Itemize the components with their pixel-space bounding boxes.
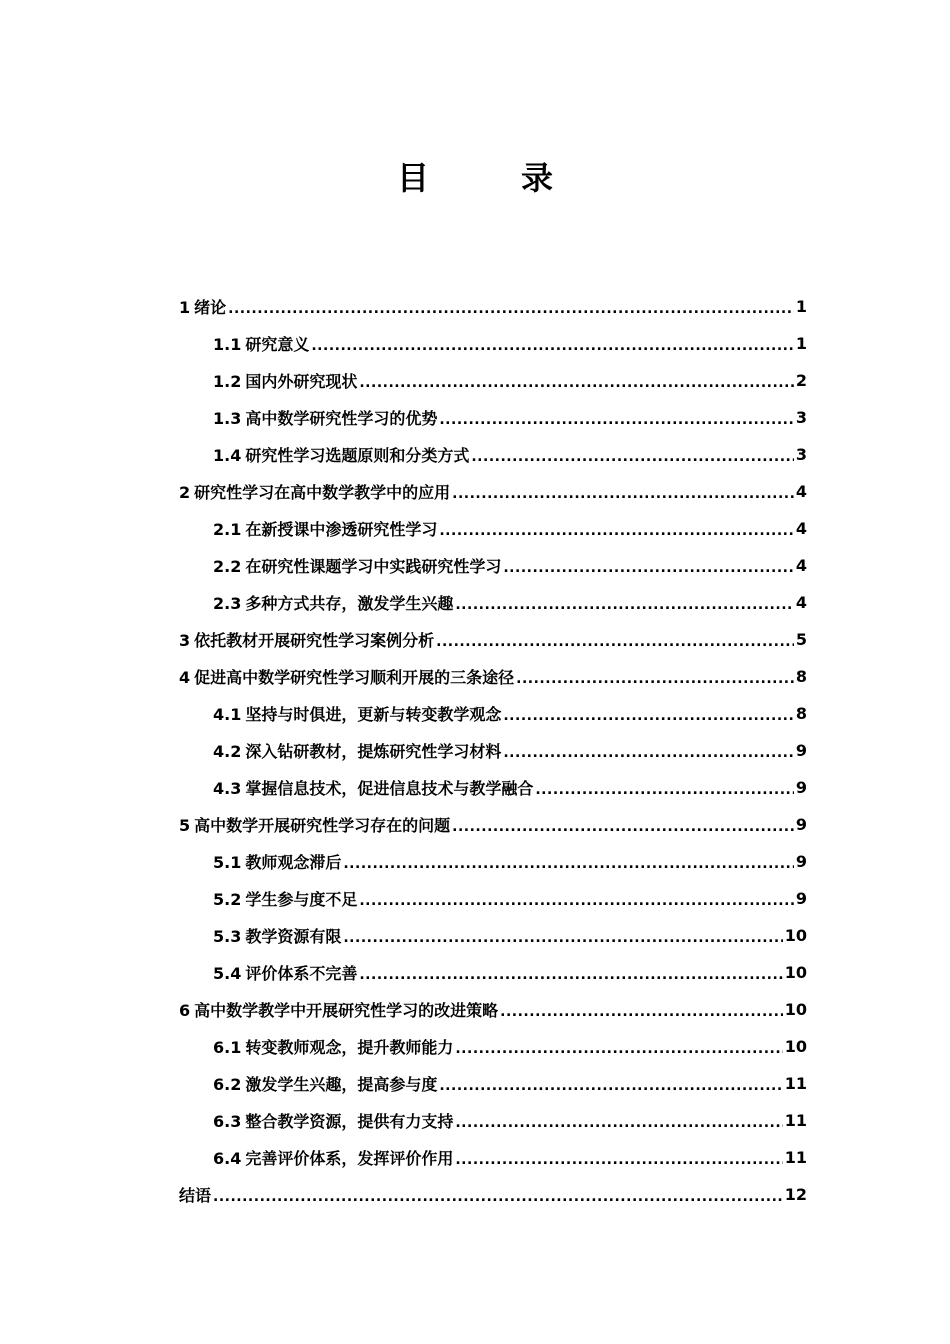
toc-entry-label [213, 961, 357, 984]
toc-dot-leader [455, 1148, 782, 1168]
toc-entry-label [213, 1072, 437, 1095]
toc-page-number: 4 [795, 593, 807, 612]
toc-entry-label [213, 443, 469, 466]
toc-entry-label [213, 332, 309, 355]
toc-entry-text: 多种方式共存，激发学生兴趣 [245, 594, 454, 613]
toc-heading: 目 录 [396, 159, 583, 197]
toc-dot-leader [503, 704, 794, 724]
toc-dot-leader [439, 408, 794, 428]
toc-dot-leader [359, 963, 782, 983]
toc-dot-leader [359, 371, 794, 391]
toc-entry-number: 6.3 [213, 1112, 242, 1131]
toc-entry[interactable] [179, 547, 807, 584]
toc-page-number: 9 [795, 889, 807, 908]
toc-page-number: 3 [795, 408, 807, 427]
toc-entry-number: 1.2 [213, 372, 242, 391]
toc-dot-leader [452, 815, 794, 835]
toc-dot-leader [535, 778, 794, 798]
toc-entry-text: 研究性学习选题原则和分类方式 [245, 446, 470, 465]
toc-dot-leader [500, 1000, 783, 1020]
toc-entry-number: 1.1 [213, 335, 242, 354]
toc-page-number: 1 [795, 297, 807, 316]
toc-entry-text: 促进高中数学研究性学习顺利开展的三条途径 [194, 668, 515, 687]
toc-page-number: 5 [795, 630, 807, 649]
toc-page-number: 12 [784, 1185, 807, 1204]
toc-page-number: 11 [784, 1074, 807, 1093]
toc-page-number: 10 [784, 1037, 807, 1056]
toc-entry-label [179, 813, 450, 836]
toc-page-number: 10 [784, 926, 807, 945]
toc-page-number: 8 [795, 667, 807, 686]
toc-entry-label [179, 480, 450, 503]
toc-dot-leader [471, 445, 794, 465]
toc-entry-number: 4 [179, 668, 191, 687]
toc-entry-text: 转变教师观念，提升教师能力 [245, 1038, 454, 1057]
toc-dot-leader [436, 630, 794, 650]
toc-entry-label [213, 850, 341, 873]
toc-entry-text: 教师观念滞后 [245, 853, 342, 872]
toc-entry-number: 4.1 [213, 705, 242, 724]
toc-entry[interactable] [179, 325, 807, 362]
toc-entry-label [213, 369, 357, 392]
toc-dot-leader [343, 852, 794, 872]
toc-entry-label [179, 628, 434, 651]
toc-entry[interactable] [179, 732, 807, 769]
toc-page-number: 10 [784, 1000, 807, 1019]
toc-dot-leader [343, 926, 782, 946]
toc-entry-text: 在研究性课题学习中实践研究性学习 [245, 557, 502, 576]
toc-entry-number: 4.3 [213, 779, 242, 798]
toc-entry[interactable] [179, 621, 807, 658]
toc-entry[interactable] [179, 991, 807, 1028]
toc-entry[interactable] [179, 1028, 807, 1065]
toc-entry-number: 2.3 [213, 594, 242, 613]
toc-page-number: 1 [795, 334, 807, 353]
toc-entry[interactable] [179, 954, 807, 991]
toc-entry-text: 结语 [179, 1186, 212, 1205]
toc-dot-leader [455, 593, 794, 613]
toc-entry[interactable] [179, 399, 807, 436]
toc-entry[interactable] [179, 288, 807, 325]
toc-entry-text: 评价体系不完善 [245, 964, 358, 983]
toc-entry-text: 在新授课中渗透研究性学习 [245, 520, 438, 539]
toc-entry-text: 激发学生兴趣，提高参与度 [245, 1075, 438, 1094]
toc-dot-leader [213, 1185, 783, 1205]
toc-dot-leader [503, 556, 794, 576]
toc-entry-label [179, 998, 498, 1021]
toc-entry-number: 5.3 [213, 927, 242, 946]
toc-entry-number: 6.1 [213, 1038, 242, 1057]
toc-dot-leader [439, 1074, 782, 1094]
toc-entry-number: 1.4 [213, 446, 242, 465]
toc-entry-label [179, 295, 226, 318]
toc-entry-label [213, 887, 357, 910]
toc-dot-leader [452, 482, 794, 502]
toc-entry-number: 1 [179, 298, 191, 317]
toc-entry-text: 教学资源有限 [245, 927, 342, 946]
toc-entry-number: 5.4 [213, 964, 242, 983]
toc-entry-text: 高中数学研究性学习的优势 [245, 409, 438, 428]
toc-entry[interactable] [179, 658, 807, 695]
toc-page-number: 4 [795, 556, 807, 575]
toc-entry-number: 5.2 [213, 890, 242, 909]
toc-entry[interactable] [179, 695, 807, 732]
toc-entry-label [213, 517, 437, 540]
toc-entry-number: 2.2 [213, 557, 242, 576]
toc-page-number: 4 [795, 482, 807, 501]
toc-entry-text: 深入钻研教材，提炼研究性学习材料 [245, 742, 502, 761]
toc-page-number: 11 [784, 1148, 807, 1167]
toc-entry-number: 2.1 [213, 520, 242, 539]
toc-page-number: 9 [795, 815, 807, 834]
toc-entry[interactable] [179, 917, 807, 954]
toc-entry-text: 研究性学习在高中数学教学中的应用 [194, 483, 451, 502]
toc-entry-number: 6 [179, 1001, 191, 1020]
toc-entry-text: 绪论 [194, 298, 227, 317]
toc-entry-text: 整合教学资源，提供有力支持 [245, 1112, 454, 1131]
toc-entry-number: 5.1 [213, 853, 242, 872]
toc-entry-text: 依托教材开展研究性学习案例分析 [194, 631, 435, 650]
toc-entry-label [213, 702, 501, 725]
toc-entry-number: 2 [179, 483, 191, 502]
toc-entry-text: 学生参与度不足 [245, 890, 358, 909]
toc-entry-label [179, 1183, 211, 1206]
toc-entry[interactable] [179, 1139, 807, 1176]
toc-entry[interactable] [179, 806, 807, 843]
toc-dot-leader [455, 1111, 782, 1131]
toc-entry[interactable] [179, 880, 807, 917]
toc-entry-number: 4.2 [213, 742, 242, 761]
toc-entry-label [213, 924, 341, 947]
toc-entry[interactable] [179, 1065, 807, 1102]
toc-entry-number: 6.2 [213, 1075, 242, 1094]
toc-dot-leader [311, 334, 794, 354]
toc-entry-text: 高中数学教学中开展研究性学习的改进策略 [194, 1001, 499, 1020]
toc-page-number: 11 [784, 1111, 807, 1130]
toc-entry-number: 3 [179, 631, 191, 650]
toc-dot-leader [359, 889, 794, 909]
toc-entry[interactable] [179, 843, 807, 880]
toc-entry-label [213, 406, 437, 429]
toc-dot-leader [439, 519, 794, 539]
toc-dot-leader [516, 667, 794, 687]
toc-entry[interactable] [179, 584, 807, 621]
toc-page-number: 8 [795, 704, 807, 723]
toc-page-number: 9 [795, 778, 807, 797]
toc-entry-text: 完善评价体系，发挥评价作用 [245, 1149, 454, 1168]
toc-entry[interactable] [179, 1176, 807, 1213]
toc-entry-label [213, 776, 533, 799]
toc-entry-label [213, 554, 501, 577]
table-of-contents [179, 288, 807, 1213]
toc-entry[interactable] [179, 510, 807, 547]
toc-entry[interactable] [179, 436, 807, 473]
toc-entry-number: 6.4 [213, 1149, 242, 1168]
toc-dot-leader [503, 741, 794, 761]
toc-entry[interactable] [179, 362, 807, 399]
toc-page-number: 10 [784, 963, 807, 982]
toc-entry-text: 研究意义 [245, 335, 310, 354]
toc-entry-label [179, 665, 514, 688]
toc-entry[interactable] [179, 1102, 807, 1139]
toc-page-number: 4 [795, 519, 807, 538]
toc-entry-text: 高中数学开展研究性学习存在的问题 [194, 816, 451, 835]
toc-entry-text: 坚持与时俱进，更新与转变教学观念 [245, 705, 502, 724]
toc-entry-number: 1.3 [213, 409, 242, 428]
toc-dot-leader [455, 1037, 782, 1057]
toc-dot-leader [228, 297, 794, 317]
toc-page-number: 3 [795, 445, 807, 464]
toc-page-number: 2 [795, 371, 807, 390]
toc-entry-label [213, 1146, 453, 1169]
toc-entry-label [213, 739, 501, 762]
toc-entry-text: 掌握信息技术，促进信息技术与教学融合 [245, 779, 534, 798]
toc-entry[interactable] [179, 769, 807, 806]
toc-entry-label [213, 1109, 453, 1132]
toc-entry-label [213, 1035, 453, 1058]
toc-page-number: 9 [795, 852, 807, 871]
toc-entry-label [213, 591, 453, 614]
toc-entry[interactable] [179, 473, 807, 510]
toc-entry-number: 5 [179, 816, 191, 835]
toc-page-number: 9 [795, 741, 807, 760]
toc-entry-text: 国内外研究现状 [245, 372, 358, 391]
